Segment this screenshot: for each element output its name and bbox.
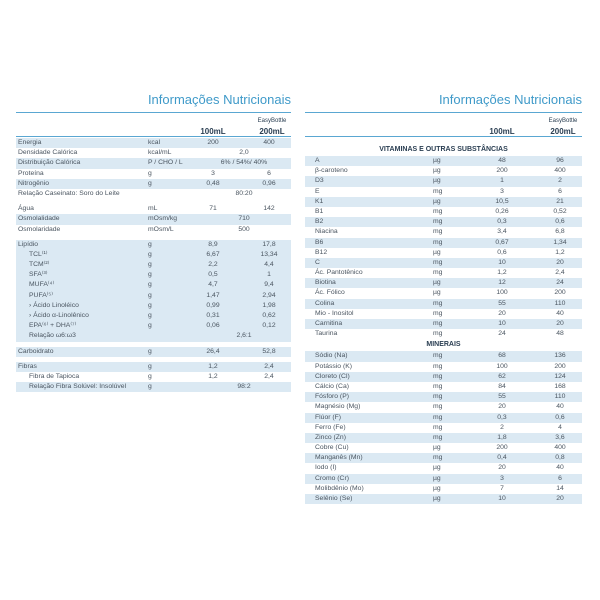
row-label: Colina (315, 299, 335, 307)
row-label: Osmolaridade (18, 225, 61, 233)
table-row (305, 187, 582, 197)
row-value-200ml: 400 (554, 167, 566, 175)
row-value-100ml: 8,9 (208, 240, 218, 248)
row-value-100ml: 1,2 (208, 372, 218, 380)
row-unit: mg (433, 433, 443, 441)
row-unit: g (148, 322, 152, 330)
row-value-200ml: 3,6 (555, 433, 565, 441)
table-row (16, 280, 291, 290)
row-unit: µg (433, 464, 441, 472)
row-value-200ml: 110 (554, 393, 566, 401)
row-unit: mOsm/L (148, 225, 174, 233)
table-row (305, 413, 582, 423)
row-value-span: 710 (238, 215, 250, 223)
row-value-200ml: 4 (558, 423, 562, 431)
table-row (305, 207, 582, 217)
table-row (305, 319, 582, 329)
row-unit: mg (433, 372, 443, 380)
table-row (305, 423, 582, 433)
row-value-100ml: 7 (500, 484, 504, 492)
row-label: Ác. Pantotênico (315, 269, 363, 277)
row-value-100ml: 0,26 (495, 207, 509, 215)
table-row (305, 166, 582, 176)
row-value-200ml: 1,2 (555, 248, 565, 256)
row-label: SFA⁽³⁾ (29, 271, 48, 279)
row-value-200ml: 9,4 (264, 281, 274, 289)
row-value-200ml: 48 (556, 330, 564, 338)
row-label: B6 (315, 238, 324, 246)
row-value-100ml: 0,3 (497, 218, 507, 226)
row-value-100ml: 200 (496, 444, 508, 452)
row-unit: mg (433, 207, 443, 215)
row-value-200ml: 21 (556, 197, 564, 205)
table-row (305, 268, 582, 278)
row-value-200ml: 0,52 (553, 207, 567, 215)
row-label: Cloreto (Cl) (315, 372, 350, 380)
row-label: Proteína (18, 169, 44, 177)
row-unit: g (148, 312, 152, 319)
row-value-200ml: 2 (558, 177, 562, 185)
left-col-200ml: 200mL (259, 127, 285, 136)
row-label: A (315, 157, 320, 164)
row-unit: mg (433, 352, 443, 360)
table-row (16, 362, 291, 372)
right-top-rule (305, 112, 582, 113)
row-value-100ml: 26,4 (206, 347, 220, 355)
row-value-100ml: 20 (498, 309, 506, 317)
table-row (16, 148, 291, 158)
row-value-100ml: 20 (498, 464, 506, 472)
row-value-200ml: 6 (558, 187, 562, 195)
row-value-200ml: 40 (556, 403, 564, 411)
row-label: Sódio (Na) (315, 352, 348, 360)
row-label: β-caroteno (315, 167, 348, 175)
row-label: Potássio (K) (315, 362, 353, 370)
table-row (16, 270, 291, 280)
table-row (16, 321, 291, 331)
row-unit: g (148, 383, 152, 391)
row-unit: mg (433, 423, 443, 431)
row-value-200ml: 400 (263, 139, 275, 146)
row-label: Lipídio (18, 240, 39, 248)
section-vitamins: VITAMINAS E OUTRAS SUBSTÂNCIAS (379, 146, 508, 153)
row-label: Osmolalidade (18, 215, 60, 223)
row-value-100ml: 12 (498, 279, 506, 287)
table-row (305, 309, 582, 319)
row-value-100ml: 1,8 (497, 433, 507, 441)
row-label: K1 (315, 197, 324, 205)
row-unit: mg (433, 187, 443, 195)
row-label: Distribuição Calórica (18, 159, 81, 167)
row-value-100ml: 3 (500, 474, 504, 482)
left-header-rule (16, 136, 291, 137)
table-row (305, 217, 582, 227)
row-label: TCL⁽¹⁾ (29, 250, 48, 258)
row-value-100ml: 100 (496, 362, 508, 370)
table-row (305, 238, 582, 248)
row-unit: mg (433, 228, 443, 236)
row-label: TCM⁽²⁾ (29, 261, 50, 269)
row-value-100ml: 0,48 (206, 179, 220, 187)
table-row (305, 402, 582, 412)
row-value-200ml: 0,6 (555, 413, 565, 421)
table-row (16, 169, 291, 179)
row-unit: g (148, 291, 152, 299)
row-value-100ml: 20 (498, 403, 506, 411)
row-value-100ml: 55 (498, 393, 506, 401)
row-unit: µg (433, 167, 441, 175)
row-unit: µg (433, 495, 441, 502)
table-row (305, 156, 582, 166)
row-value-200ml: 2,4 (264, 372, 274, 380)
table-row (16, 291, 291, 301)
row-value-100ml: 1,2 (208, 362, 218, 370)
table-row (305, 197, 582, 207)
table-row (16, 311, 291, 321)
row-unit: mg (433, 258, 443, 266)
table-row (305, 463, 582, 473)
left-col-easybottle: EasyBottle (257, 118, 287, 124)
row-value-span: 80:20 (235, 189, 253, 197)
row-value-100ml: 100 (496, 289, 508, 297)
row-value-100ml: 0,99 (206, 301, 220, 309)
row-value-span: 2,6:1 (236, 332, 252, 340)
row-unit: µg (433, 279, 441, 287)
row-unit: g (148, 261, 152, 269)
row-unit: g (148, 250, 152, 258)
row-label: D3 (315, 177, 324, 185)
row-value-200ml: 6,8 (555, 228, 565, 236)
table-row (16, 158, 291, 168)
row-value-200ml: 6 (267, 169, 271, 177)
row-value-100ml: 4,7 (208, 281, 218, 289)
table-row (16, 260, 291, 270)
row-unit: g (148, 372, 152, 380)
row-label: Densidade Calórica (18, 149, 78, 157)
row-unit: mg (433, 218, 443, 226)
row-label: Carnitina (315, 320, 343, 327)
table-row (16, 138, 291, 148)
table-row (305, 176, 582, 186)
left-col-100ml: 100mL (200, 127, 226, 136)
row-value-100ml: 3 (211, 169, 215, 177)
right-header-rule (305, 136, 582, 137)
left-top-rule (16, 112, 291, 113)
row-unit: µg (433, 248, 441, 256)
row-value-100ml: 6,67 (206, 250, 220, 258)
row-value-100ml: 1,47 (206, 291, 220, 299)
table-row (16, 250, 291, 260)
row-value-100ml: 1,2 (497, 269, 507, 277)
row-unit: mg (433, 382, 443, 390)
row-unit: g (148, 301, 152, 309)
row-value-200ml: 2,4 (264, 362, 274, 370)
row-value-span: 98:2 (237, 383, 251, 391)
right-col-easybottle: EasyBottle (548, 118, 578, 124)
row-value-100ml: 10 (498, 258, 506, 266)
row-value-200ml: 4,4 (264, 261, 274, 269)
row-label: MUFA⁽⁴⁾ (29, 281, 55, 289)
row-unit: mg (433, 403, 443, 411)
row-label: Nitrogênio (18, 179, 49, 187)
row-value-100ml: 0,31 (206, 312, 220, 319)
row-value-100ml: 10,5 (495, 197, 509, 205)
row-value-100ml: 68 (498, 352, 506, 360)
row-label: Água (18, 205, 34, 213)
row-label: B2 (315, 218, 324, 226)
row-value-100ml: 84 (498, 382, 506, 390)
row-value-200ml: 168 (554, 382, 566, 390)
row-value-200ml: 17,8 (262, 240, 276, 248)
row-unit: g (148, 271, 152, 279)
row-unit: µg (433, 177, 441, 185)
table-row (305, 453, 582, 463)
row-unit: µg (433, 197, 441, 205)
row-unit: g (148, 169, 152, 177)
row-value-100ml: 0,6 (497, 248, 507, 256)
row-value-200ml: 0,6 (555, 218, 565, 226)
row-label: EPA⁽⁶⁾ + DHA⁽⁷⁾ (29, 322, 77, 330)
table-row (305, 278, 582, 288)
row-unit: mL (148, 205, 158, 213)
row-value-200ml: 0,62 (262, 312, 276, 319)
row-unit: mg (433, 393, 443, 401)
table-row (305, 288, 582, 298)
row-label: Energia (18, 139, 42, 146)
row-label: Biotina (315, 279, 336, 287)
row-value-100ml: 10 (498, 320, 506, 327)
row-value-200ml: 52,8 (262, 347, 276, 355)
row-value-100ml: 48 (498, 157, 506, 164)
section-minerals: MINERAIS (426, 341, 461, 349)
row-value-200ml: 2,94 (262, 291, 276, 299)
row-label: Relação Caseinato: Soro do Leite (18, 189, 120, 197)
table-row (16, 189, 291, 199)
row-value-200ml: 400 (554, 444, 566, 452)
row-label: Fibra de Tapioca (29, 372, 80, 380)
row-unit: g (148, 281, 152, 289)
row-unit: µg (433, 289, 441, 297)
right-col-200ml: 200mL (550, 127, 576, 136)
row-label: B1 (315, 207, 324, 215)
row-label: Flúor (F) (315, 413, 342, 421)
row-value-200ml: 20 (556, 495, 564, 502)
row-value-100ml: 55 (498, 299, 506, 307)
row-unit: µg (433, 444, 441, 452)
table-row (305, 382, 582, 392)
row-value-200ml: 96 (556, 157, 564, 164)
row-label: Relação Fibra Solúvel: Insolúvel (29, 383, 127, 391)
left-title: Informações Nutricionais (147, 92, 291, 107)
row-value-200ml: 24 (556, 279, 564, 287)
row-unit: µg (433, 484, 441, 492)
table-row (305, 484, 582, 494)
right-col-100ml: 100mL (489, 127, 515, 136)
right-table (305, 144, 582, 504)
row-value-200ml: 136 (554, 352, 566, 360)
row-unit: g (148, 240, 152, 248)
row-label: Carboidrato (18, 347, 54, 355)
row-value-100ml: 1 (500, 177, 504, 185)
row-value-100ml: 3,4 (497, 228, 507, 236)
table-row (305, 351, 582, 361)
row-label: B12 (315, 248, 328, 256)
row-label: Selênio (Se) (315, 495, 353, 502)
table-row (16, 372, 291, 382)
row-value-200ml: 200 (554, 362, 566, 370)
row-label: Ferro (Fe) (315, 423, 346, 431)
left-table (16, 138, 291, 392)
row-value-100ml: 10 (498, 495, 506, 502)
right-title: Informações Nutricionais (438, 92, 582, 107)
row-label: Molibdênio (Mo) (315, 484, 364, 492)
row-unit: mg (433, 320, 443, 327)
row-label: Ác. Fólico (315, 289, 345, 297)
row-unit: mg (433, 362, 443, 370)
row-label: Fósforo (P) (315, 393, 349, 401)
table-row (16, 214, 291, 224)
row-value-100ml: 3 (500, 187, 504, 195)
row-value-200ml: 40 (556, 464, 564, 472)
row-label: Manganês (Mn) (315, 454, 363, 462)
row-value-200ml: 20 (556, 320, 564, 327)
row-unit: µg (433, 474, 441, 482)
row-value-span: 2,0 (239, 149, 249, 157)
table-row (305, 372, 582, 382)
row-label: › Ácido Linoléico (29, 301, 79, 309)
row-value-span: 500 (238, 225, 250, 233)
row-unit: P / CHO / L (148, 159, 183, 167)
row-value-200ml: 1,34 (553, 238, 567, 246)
table-row (305, 329, 582, 339)
row-value-200ml: 124 (554, 372, 566, 380)
row-value-200ml: 142 (263, 205, 275, 213)
row-label: Iodo (I) (315, 464, 337, 472)
table-row (16, 179, 291, 189)
row-value-100ml: 2,2 (208, 261, 218, 269)
row-value-200ml: 0,8 (555, 454, 565, 462)
row-value-200ml: 0,96 (262, 179, 276, 187)
row-value-200ml: 40 (556, 309, 564, 317)
row-value-100ml: 0,3 (497, 413, 507, 421)
row-unit: µg (433, 157, 441, 164)
row-label: Cromo (Cr) (315, 474, 349, 482)
row-unit: mg (433, 269, 443, 277)
table-row (16, 240, 291, 250)
row-value-100ml: 0,06 (206, 322, 220, 330)
table-row (305, 474, 582, 484)
row-label: Relação ω6:ω3 (29, 332, 76, 340)
row-value-200ml: 13,34 (260, 250, 278, 258)
row-value-100ml: 0,67 (495, 238, 509, 246)
table-row (16, 225, 291, 235)
row-value-100ml: 200 (496, 167, 508, 175)
table-row (305, 392, 582, 402)
row-unit: g (148, 362, 152, 370)
row-value-200ml: 6 (558, 474, 562, 482)
row-value-200ml: 200 (554, 289, 566, 297)
row-unit: mg (433, 299, 443, 307)
table-row (305, 443, 582, 453)
table-row (16, 301, 291, 311)
row-label: › Ácido α-Linolênico (29, 312, 89, 319)
row-value-200ml: 0,12 (262, 322, 276, 330)
row-value-100ml: 62 (498, 372, 506, 380)
row-value-200ml: 20 (556, 258, 564, 266)
row-value-100ml: 0,5 (208, 271, 218, 279)
table-row (16, 382, 291, 392)
row-value-100ml: 24 (498, 330, 506, 338)
row-unit: mg (433, 454, 443, 462)
table-row (16, 331, 291, 341)
row-label: Cobre (Cu) (315, 444, 349, 452)
row-unit: kcal (148, 139, 161, 146)
row-unit: mg (433, 309, 443, 317)
row-label: C (315, 258, 320, 266)
row-unit: mOsm/kg (148, 215, 178, 223)
row-value-span: 6% / 54%/ 40% (220, 159, 268, 167)
row-value-100ml: 0,4 (497, 454, 507, 462)
row-value-200ml: 1,98 (262, 301, 276, 309)
table-row (305, 227, 582, 237)
row-unit: mg (433, 413, 443, 421)
table-row (305, 494, 582, 504)
row-value-200ml: 110 (554, 299, 566, 307)
row-label: Mio - Inositol (315, 309, 354, 317)
row-unit: g (148, 347, 152, 355)
row-unit: mg (433, 330, 443, 338)
row-unit: kcal/mL (148, 149, 172, 157)
row-label: Fibras (18, 362, 37, 370)
table-row (305, 362, 582, 372)
row-value-100ml: 200 (207, 139, 219, 146)
table-row (16, 347, 291, 357)
row-label: Zinco (Zn) (315, 433, 346, 441)
table-row (16, 204, 291, 214)
row-label: Magnésio (Mg) (315, 403, 361, 411)
row-value-200ml: 1 (267, 271, 271, 279)
row-unit: mg (433, 238, 443, 246)
row-label: Niacina (315, 228, 338, 236)
table-row (305, 299, 582, 309)
table-row (305, 433, 582, 443)
table-row (305, 258, 582, 268)
row-value-200ml: 2,4 (555, 269, 565, 277)
row-label: Taurina (315, 330, 338, 338)
table-row (305, 248, 582, 258)
row-label: Cálcio (Ca) (315, 382, 349, 390)
row-label: E (315, 187, 320, 195)
row-value-100ml: 2 (500, 423, 504, 431)
row-value-100ml: 71 (209, 205, 217, 213)
row-unit: g (148, 179, 152, 187)
row-label: PUFA⁽⁵⁾ (29, 291, 53, 299)
row-value-200ml: 14 (556, 484, 564, 492)
